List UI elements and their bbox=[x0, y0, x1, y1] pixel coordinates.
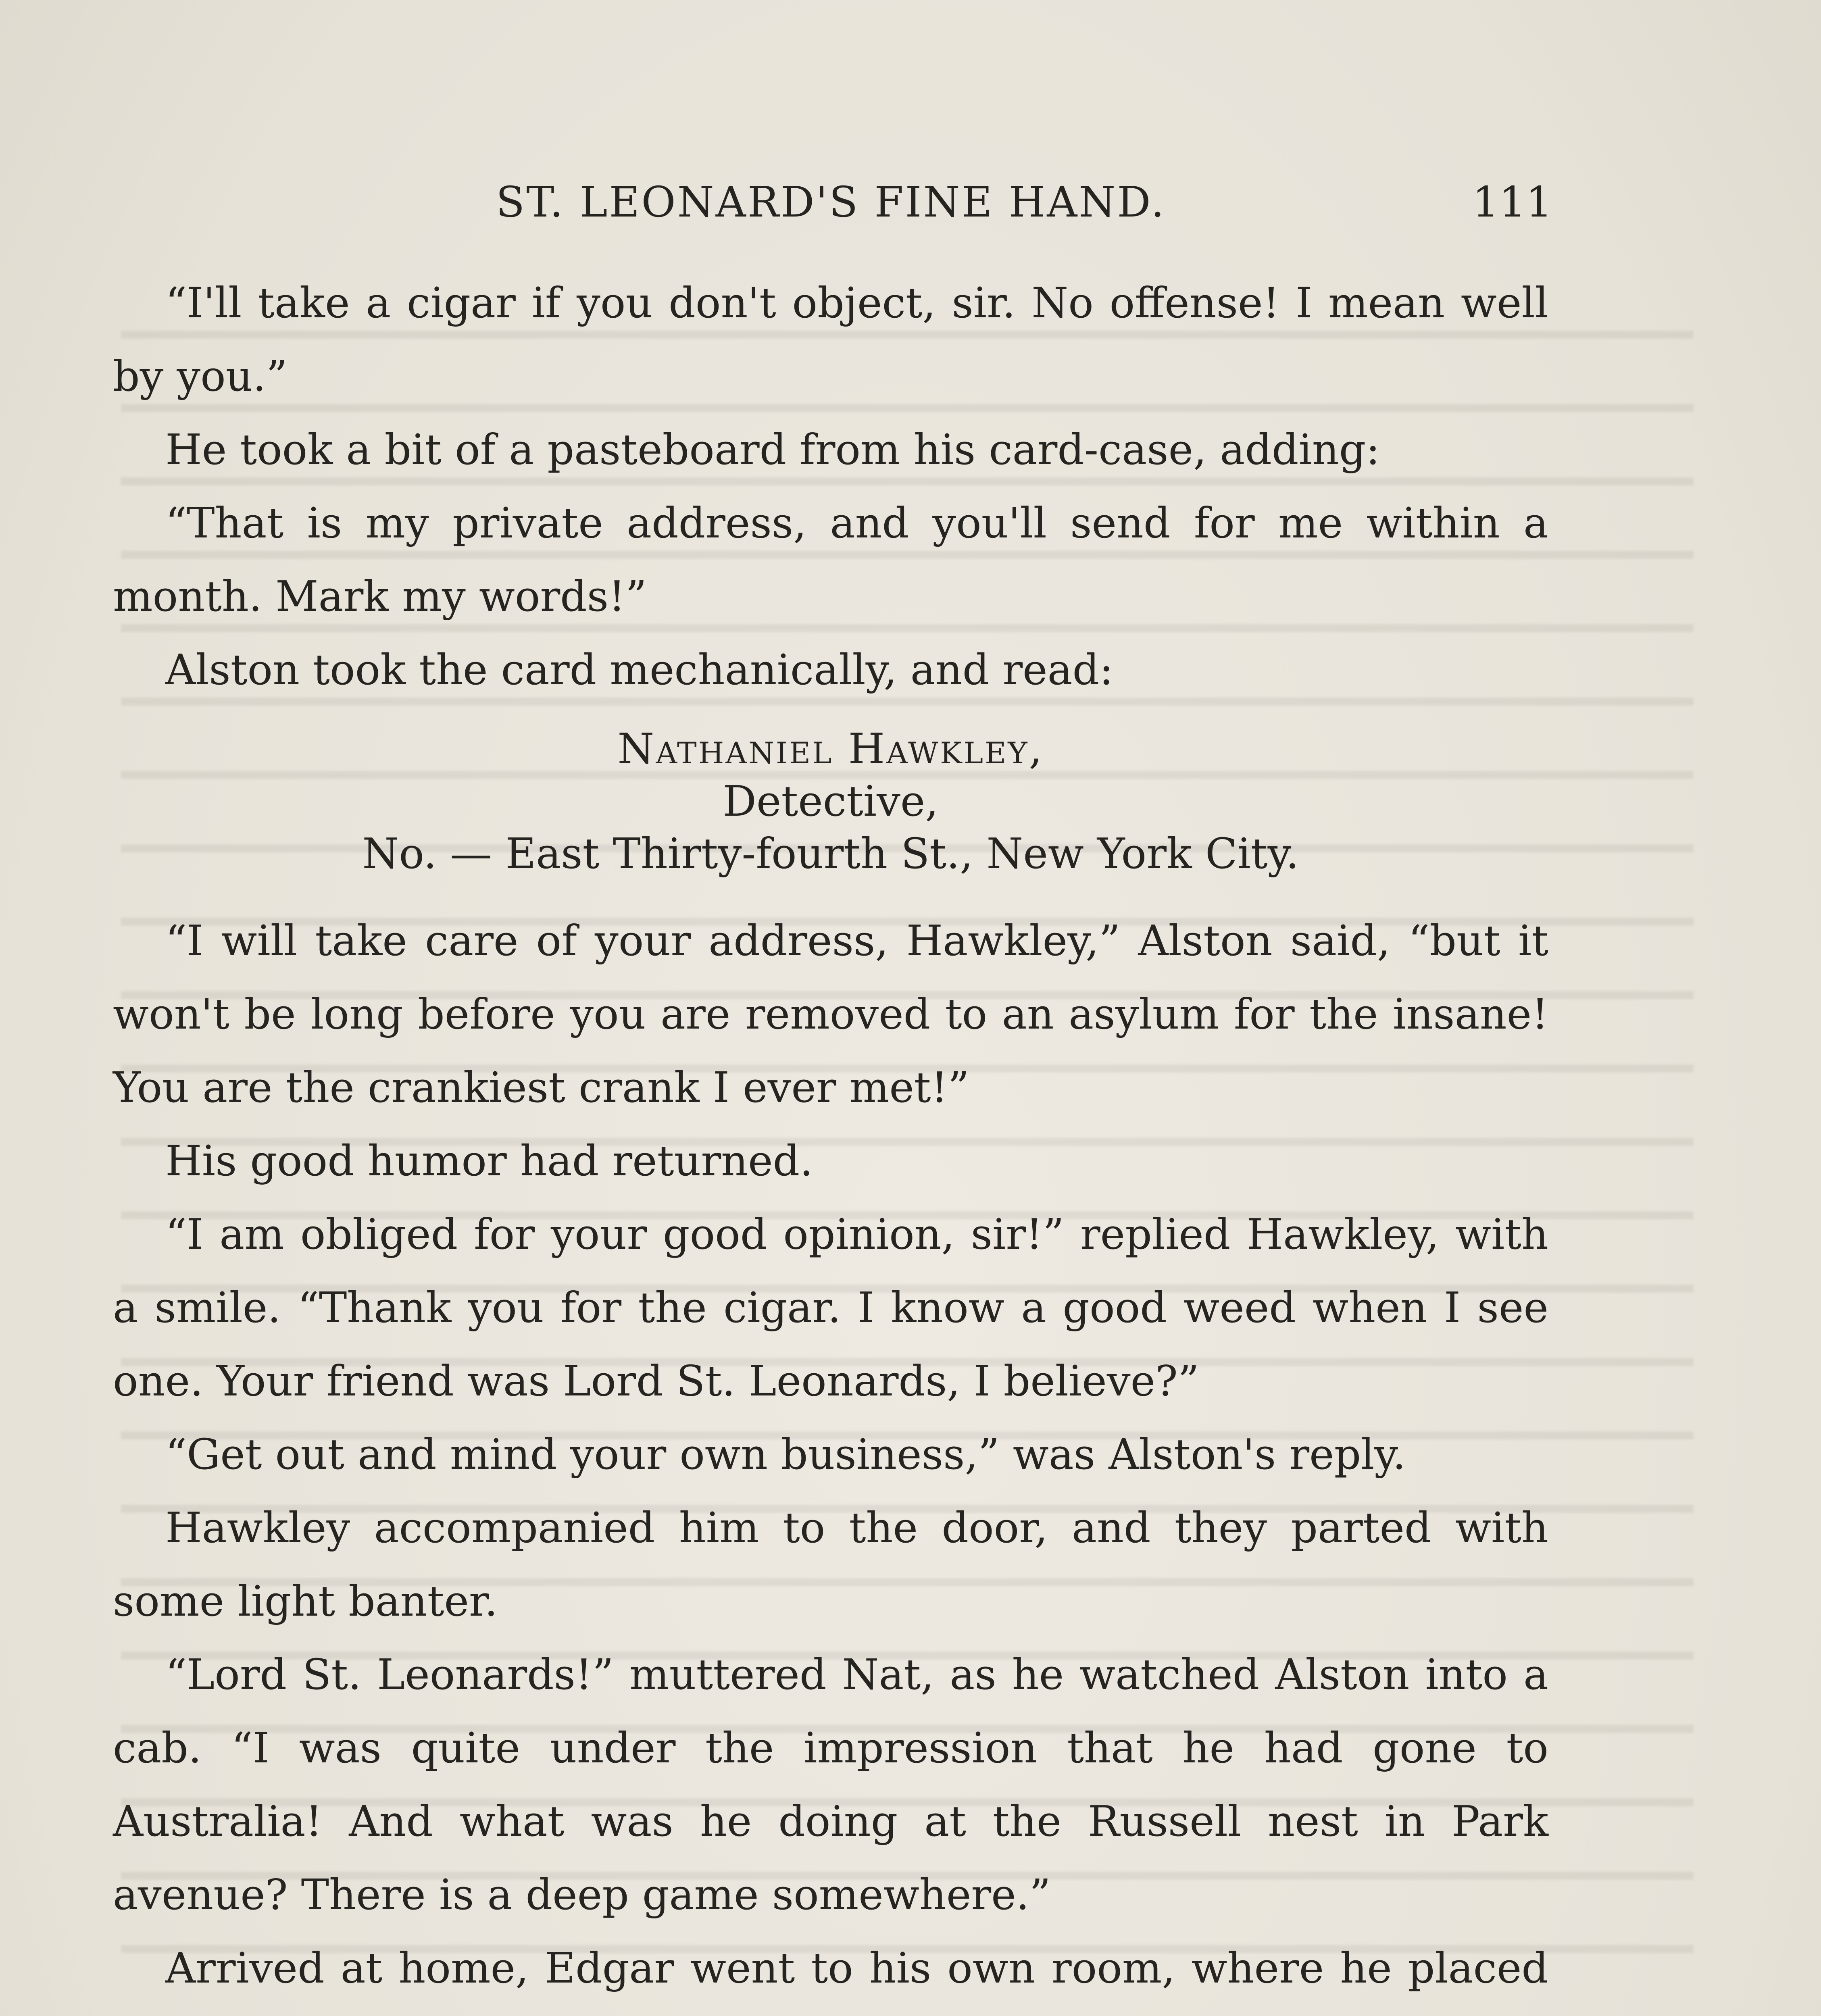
card-name: Nathaniel Hawkley, bbox=[617, 724, 1044, 773]
paragraph: “Lord St. Leonards!” muttered Nat, as he watched Alston into a cab. “I was quite under the impression that he had gone to Australia! And what was he doing at the Russell nest in Park avenue? There is a deep game somewhere.” bbox=[113, 1650, 1548, 1919]
body-text bbox=[113, 266, 1548, 2016]
paragraph: “That is my private address, and you'll send for me within a month. Mark my words!” bbox=[113, 498, 1548, 621]
paragraph: “Get out and mind your own business,” was Alston's reply. bbox=[165, 1430, 1406, 1479]
paragraph: Alston took the card mechanically, and read: bbox=[165, 645, 1114, 694]
running-title: ST. LEONARD'S FINE HAND. bbox=[496, 177, 1166, 227]
card-title: Detective, bbox=[723, 777, 939, 826]
page-header bbox=[496, 177, 1552, 234]
paragraph: Hawkley accompanied him to the door, and they parted with some light banter. bbox=[113, 1503, 1548, 1626]
paragraph: “I will take care of your address, Hawkley,” Alston said, “but it won't be long before you are removed to an asylum for the insane! You are the crankiest crank I ever met!” bbox=[113, 916, 1548, 1112]
paragraph: “I'll take a cigar if you don't object, sir. No offense! I mean well by you.” bbox=[113, 278, 1548, 401]
paragraph: Arrived at home, Edgar went to his own room, where he placed bbox=[165, 1943, 1548, 1993]
paragraph: “I am obliged for your good opinion, sir!” replied Hawkley, with a smile. “Thank you for the cigar. I know a good weed when I see one. Your friend was Lord St. Leonards, I believe?” bbox=[113, 1210, 1548, 1406]
paragraph: His good humor had returned. bbox=[165, 1136, 813, 1185]
calling-card bbox=[113, 723, 1548, 880]
card-address: No. — East Thirty-fourth St., New York City. bbox=[362, 829, 1299, 878]
paragraph: He took a bit of a pasteboard from his card-case, adding: bbox=[165, 425, 1380, 474]
page-number: 111 bbox=[1472, 177, 1552, 227]
